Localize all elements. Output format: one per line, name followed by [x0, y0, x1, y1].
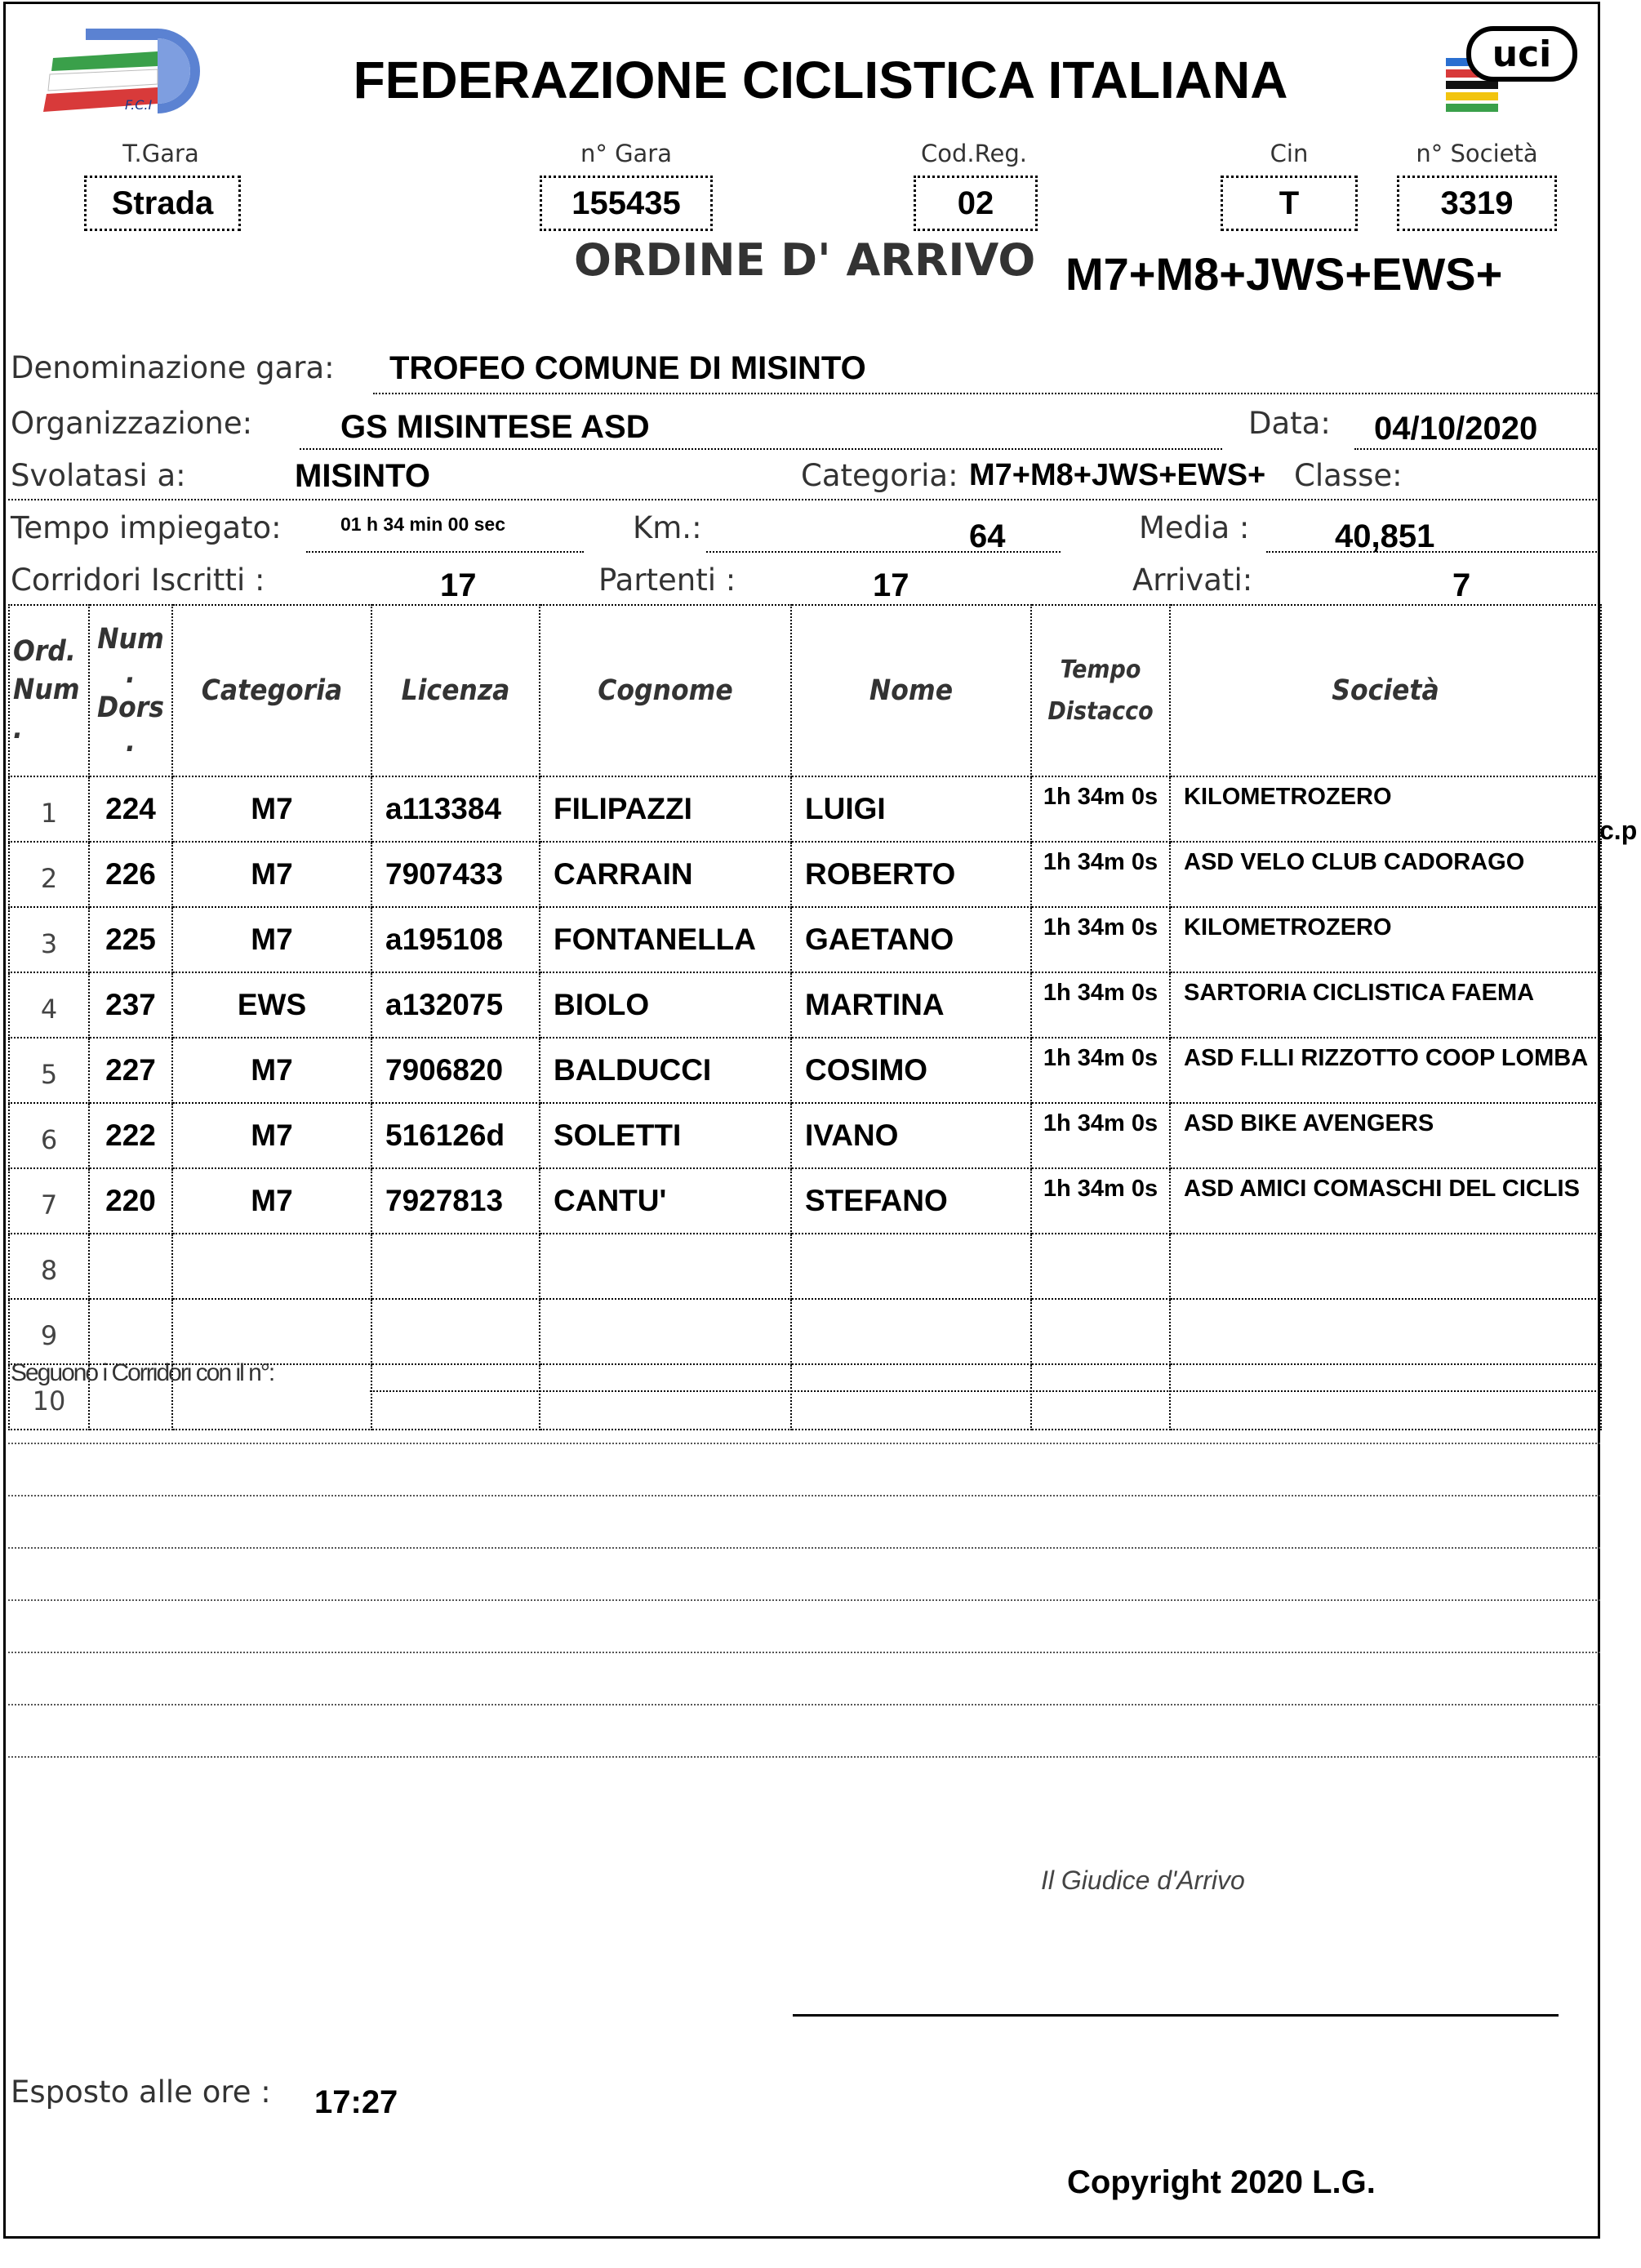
results-table	[8, 604, 1602, 1430]
table-row	[9, 1234, 1601, 1299]
cell-nome	[791, 1299, 1031, 1364]
cell-ord: 2	[9, 842, 89, 907]
cell-societa: KILOMETROZERO	[1170, 907, 1601, 972]
col-ord-num	[9, 605, 89, 776]
categoria-value: M7+M8+JWS+EWS+	[969, 458, 1266, 492]
cell-dors: 227	[89, 1038, 172, 1103]
cell-lic: a113384	[371, 776, 540, 842]
cell-nome: IVANO	[791, 1103, 1031, 1168]
col-num-dors-line3: Dors	[96, 692, 165, 724]
cell-tempo: 1h 34m 0s	[1031, 776, 1170, 842]
arrivati-value: 7	[1452, 567, 1471, 603]
cell-cat	[172, 1299, 371, 1364]
cell-societa: ASD VELO CLUB CADORAGO	[1170, 842, 1601, 907]
table-row	[9, 907, 1601, 972]
partenti-label: Partenti :	[598, 563, 736, 598]
cell-tempo	[1031, 1299, 1170, 1364]
cell-tempo: 1h 34m 0s	[1031, 1038, 1170, 1103]
cell-nome	[791, 1364, 1031, 1430]
cell-tempo	[1031, 1234, 1170, 1299]
cell-ord: 7	[9, 1168, 89, 1234]
data-line	[1354, 448, 1599, 450]
esposto-label: Esposto alle ore :	[11, 2075, 271, 2110]
cell-lic: a132075	[371, 972, 540, 1038]
col-num-dors-line1: Num	[97, 623, 164, 656]
cell-cognome	[540, 1234, 791, 1299]
cin-label: Cin	[1270, 140, 1309, 167]
svolatasi-label: Svolatasi a:	[11, 458, 186, 493]
cell-dors: 220	[89, 1168, 172, 1234]
n-gara-label: n° Gara	[580, 140, 673, 167]
denominazione-line	[373, 393, 1598, 394]
cell-ord: 9	[9, 1299, 89, 1364]
cell-cat: M7	[172, 1103, 371, 1168]
cell-ord: 6	[9, 1103, 89, 1168]
cell-lic	[371, 1364, 540, 1430]
cell-dors	[89, 1234, 172, 1299]
cell-nome: STEFANO	[791, 1168, 1031, 1234]
cell-lic	[371, 1234, 540, 1299]
cell-ord: 3	[9, 907, 89, 972]
cell-cognome: FILIPAZZI	[540, 776, 791, 842]
col-num-dors-line4: .	[126, 726, 136, 758]
note-line-4	[8, 1599, 1600, 1601]
col-categoria: Categoria	[172, 605, 371, 776]
race-categories: M7+M8+JWS+EWS+	[1065, 248, 1503, 300]
col-tempo-line1: Tempo	[1060, 656, 1141, 684]
cell-cognome	[540, 1364, 791, 1430]
t-gara-label: T.Gara	[122, 140, 199, 167]
col-societa: Società	[1170, 605, 1601, 776]
cell-cognome: FONTANELLA	[540, 907, 791, 972]
cell-dors: 222	[89, 1103, 172, 1168]
cell-cognome: SOLETTI	[540, 1103, 791, 1168]
data-value: 04/10/2020	[1374, 411, 1538, 447]
col-tempo-line2: Distacco	[1047, 697, 1154, 726]
overflow-text: c.p	[1599, 816, 1638, 845]
cell-tempo: 1h 34m 0s	[1031, 1103, 1170, 1168]
svg-text:F.C.I: F.C.I	[125, 97, 153, 113]
iscritti-label: Corridori Iscritti :	[11, 563, 265, 598]
cell-ord: 8	[9, 1234, 89, 1299]
document-subtitle: ORDINE D' ARRIVO	[574, 234, 1036, 286]
km-line	[706, 551, 1061, 553]
cod-reg-label: Cod.Reg.	[921, 140, 1027, 167]
iscritti-value: 17	[440, 567, 477, 603]
table-row	[9, 1299, 1601, 1364]
table-row	[9, 1038, 1601, 1103]
cell-ord: 10	[9, 1364, 89, 1430]
col-ord-num-line3: .	[13, 712, 23, 745]
cell-lic: 7927813	[371, 1168, 540, 1234]
denominazione-value: TROFEO COMUNE DI MISINTO	[389, 350, 866, 386]
cell-cat: M7	[172, 1168, 371, 1234]
cell-dors: 237	[89, 972, 172, 1038]
cell-ord: 5	[9, 1038, 89, 1103]
tempo-value: 01 h 34 min 00 sec	[340, 514, 506, 535]
km-label: Km.:	[633, 510, 702, 545]
cell-dors	[89, 1299, 172, 1364]
giudice-label: Il Giudice d'Arrivo	[1041, 1866, 1245, 1895]
cell-nome: GAETANO	[791, 907, 1031, 972]
svolatasi-value: MISINTO	[295, 458, 430, 494]
note-line-2	[8, 1495, 1600, 1496]
results-sheet	[3, 2, 1638, 2239]
cell-societa	[1170, 1299, 1601, 1364]
cell-cognome: CARRAIN	[540, 842, 791, 907]
media-label: Media :	[1139, 510, 1250, 545]
cell-dors: 224	[89, 776, 172, 842]
cell-cat: M7	[172, 776, 371, 842]
cell-dors: 226	[89, 842, 172, 907]
info-line-3	[8, 499, 1600, 500]
col-num-dors-line2: .	[126, 657, 136, 690]
data-label: Data:	[1248, 406, 1331, 441]
denominazione-label: Denominazione gara:	[11, 350, 335, 385]
cell-lic	[371, 1299, 540, 1364]
organizzazione-label: Organizzazione:	[11, 406, 253, 441]
col-licenza: Licenza	[371, 605, 540, 776]
organizzazione-line	[300, 448, 1222, 450]
note-line-1	[8, 1443, 1600, 1444]
cell-dors: 225	[89, 907, 172, 972]
cell-cat	[172, 1234, 371, 1299]
table-row	[9, 842, 1601, 907]
km-value: 64	[969, 518, 1006, 554]
table-row	[9, 1168, 1601, 1234]
cell-societa: SARTORIA CICLISTICA FAEMA	[1170, 972, 1601, 1038]
cell-ord: 4	[9, 972, 89, 1038]
cell-tempo: 1h 34m 0s	[1031, 972, 1170, 1038]
cell-cognome: CANTU'	[540, 1168, 791, 1234]
cell-cognome	[540, 1299, 791, 1364]
esposto-value: 17:27	[314, 2084, 398, 2120]
cell-cat: M7	[172, 1038, 371, 1103]
federation-title: FEDERAZIONE CICLISTICA ITALIANA	[353, 51, 1288, 109]
cell-cat: EWS	[172, 972, 371, 1038]
arrivati-label: Arrivati:	[1132, 563, 1253, 598]
table-row	[9, 972, 1601, 1038]
t-gara-value: Strada	[84, 176, 241, 231]
cell-tempo: 1h 34m 0s	[1031, 907, 1170, 972]
media-value: 40,851	[1335, 518, 1435, 554]
svg-text:uci: uci	[1492, 33, 1552, 75]
table-header-row	[9, 605, 1601, 776]
n-gara-value: 155435	[540, 176, 713, 231]
cell-tempo	[1031, 1364, 1170, 1430]
cell-societa: ASD F.LLI RIZZOTTO COOP LOMBA	[1170, 1038, 1601, 1103]
col-ord-num-line1: Ord.	[13, 635, 76, 669]
categoria-label: Categoria:	[801, 458, 958, 493]
tempo-label: Tempo impiegato:	[11, 510, 282, 545]
note-line-5	[8, 1652, 1600, 1653]
partenti-value: 17	[873, 567, 909, 603]
note-line-7	[8, 1756, 1600, 1758]
table-row	[9, 1103, 1601, 1168]
col-num-dors	[89, 605, 172, 776]
note-line-3	[8, 1547, 1600, 1549]
signature-line	[793, 2014, 1559, 2017]
cin-value: T	[1221, 176, 1358, 231]
seguono-label: Seguono i Corridori con il n°:	[11, 1359, 274, 1386]
cell-nome: ROBERTO	[791, 842, 1031, 907]
cell-tempo: 1h 34m 0s	[1031, 1168, 1170, 1234]
cod-reg-value: 02	[914, 176, 1038, 231]
cell-societa	[1170, 1234, 1601, 1299]
cell-ord: 1	[9, 776, 89, 842]
cell-nome: COSIMO	[791, 1038, 1031, 1103]
n-societa-value: 3319	[1397, 176, 1557, 231]
classe-label: Classe:	[1294, 458, 1403, 493]
uci-logo	[1439, 22, 1578, 117]
cell-cat: M7	[172, 842, 371, 907]
cell-societa: KILOMETROZERO	[1170, 776, 1601, 842]
cell-cat: M7	[172, 907, 371, 972]
cell-cognome: BALDUCCI	[540, 1038, 791, 1103]
col-cognome: Cognome	[540, 605, 791, 776]
col-nome: Nome	[791, 605, 1031, 776]
cell-societa: ASD BIKE AVENGERS	[1170, 1103, 1601, 1168]
tempo-line	[306, 551, 584, 553]
note-line-6	[8, 1704, 1600, 1705]
seguono-line	[370, 1390, 1599, 1392]
copyright: Copyright 2020 L.G.	[1067, 2164, 1376, 2200]
col-ord-num-line2: Num	[13, 674, 80, 707]
cell-lic: 7907433	[371, 842, 540, 907]
cell-cognome: BIOLO	[540, 972, 791, 1038]
n-societa-label: n° Società	[1416, 140, 1538, 167]
cell-lic: a195108	[371, 907, 540, 972]
cell-societa: ASD AMICI COMASCHI DEL CICLIS	[1170, 1168, 1601, 1234]
col-tempo-distacco	[1031, 605, 1170, 776]
cell-nome: MARTINA	[791, 972, 1031, 1038]
organizzazione-value: GS MISINTESE ASD	[340, 409, 650, 445]
table-row	[9, 776, 1601, 842]
cell-lic: 7906820	[371, 1038, 540, 1103]
cell-nome	[791, 1234, 1031, 1299]
cell-lic: 516126d	[371, 1103, 540, 1168]
cell-nome: LUIGI	[791, 776, 1031, 842]
cell-tempo: 1h 34m 0s	[1031, 842, 1170, 907]
cell-societa	[1170, 1364, 1601, 1430]
